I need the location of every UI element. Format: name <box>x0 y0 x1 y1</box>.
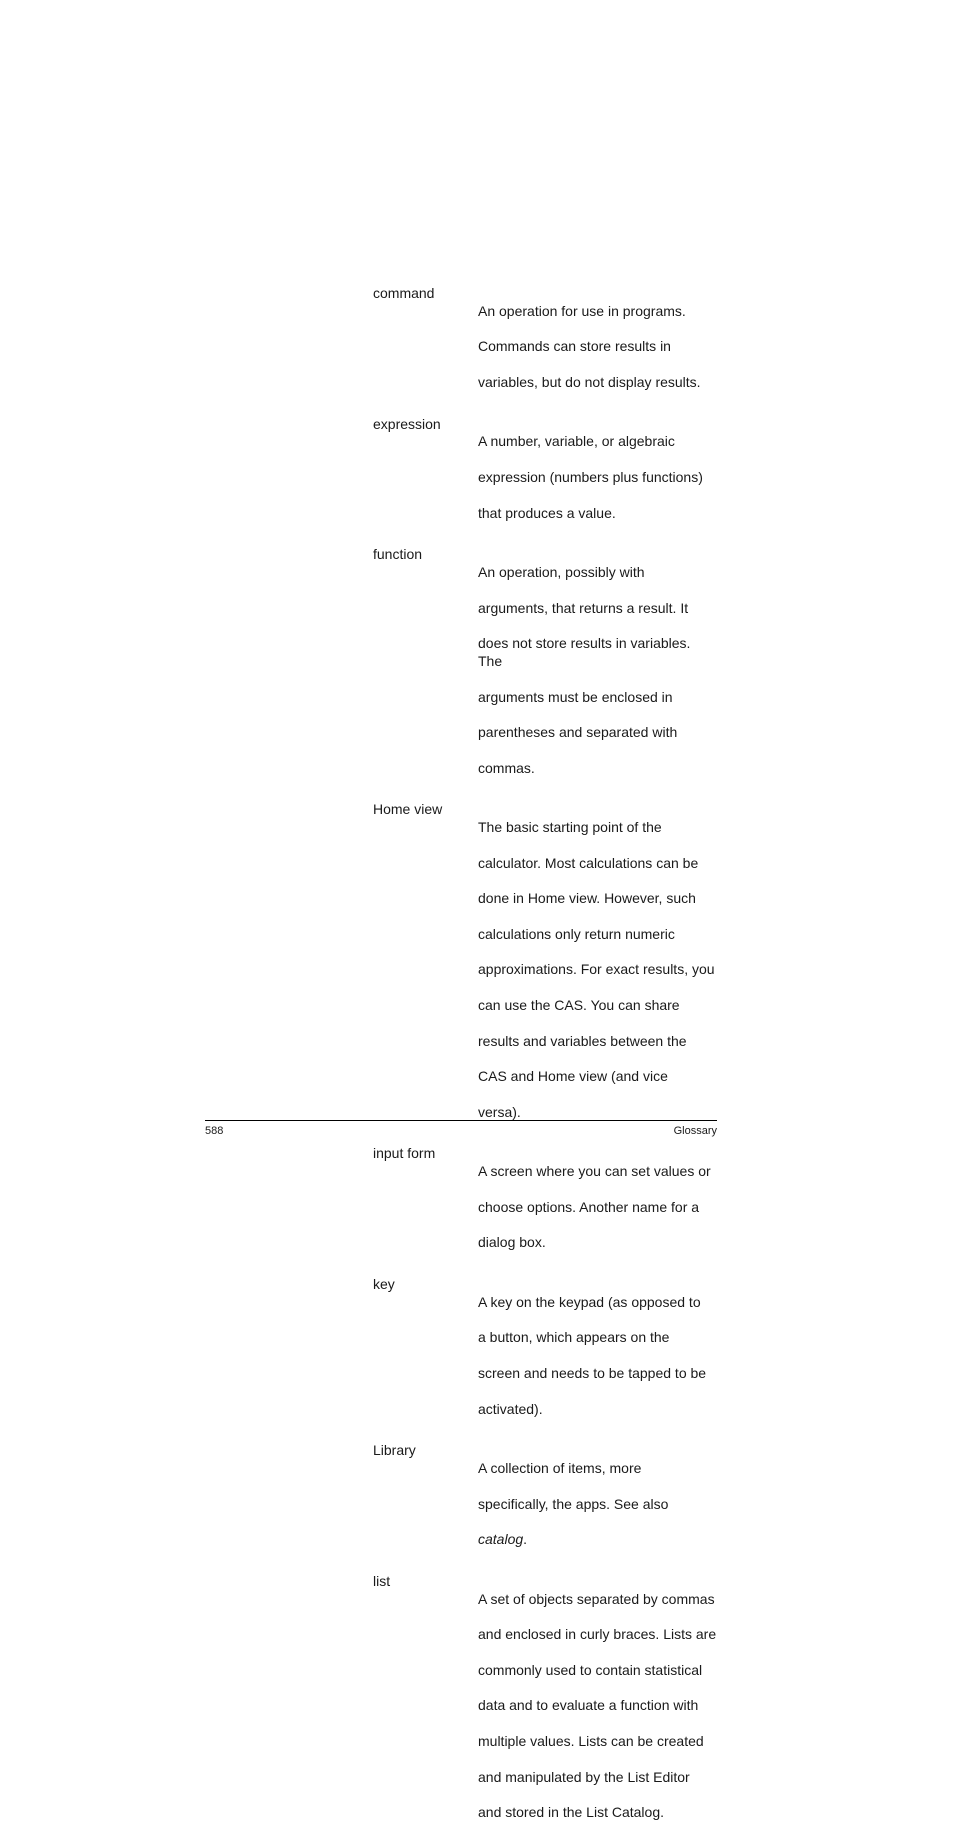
definition-line: activated). <box>478 1400 543 1417</box>
definition-line: An operation for use in programs. <box>478 302 686 319</box>
definition-line: A set of objects separated by commas <box>478 1590 715 1607</box>
glossary-entry-key <box>373 1276 718 1436</box>
definition-line: can use the CAS. You can share <box>478 997 680 1014</box>
definition-line: and manipulated by the List Editor <box>478 1768 690 1785</box>
glossary-definition <box>478 1145 718 1270</box>
glossary-definition <box>478 1442 718 1567</box>
definition-line: The basic starting point of the <box>478 819 662 836</box>
definition-line: A screen where you can set values or <box>478 1163 711 1180</box>
footer-section-title: Glossary <box>673 1125 717 1137</box>
definition-line <box>478 1531 718 1549</box>
glossary-entry-expression <box>373 416 718 541</box>
definition-line: approximations. For exact results, you <box>478 961 715 978</box>
glossary-term: list <box>373 1572 391 1589</box>
definition-line: expression (numbers plus functions) <box>478 468 703 485</box>
glossary-definition <box>478 801 718 1139</box>
page-number: 588 <box>205 1125 224 1137</box>
glossary-definition <box>478 1573 718 1840</box>
glossary-definition <box>478 416 718 541</box>
glossary-term: command <box>373 285 435 301</box>
glossary-term: input form <box>373 1145 436 1162</box>
glossary-term: Library <box>373 1442 416 1459</box>
definition-line: A key on the keypad (as opposed to <box>478 1293 701 1310</box>
glossary-term: expression <box>373 415 441 432</box>
definition-line: does not store results in variables. The <box>478 635 691 669</box>
definition-line: commas. <box>478 759 535 776</box>
definition-line: dialog box. <box>478 1234 546 1251</box>
definition-line: Commands can store results in <box>478 338 671 355</box>
definition-line: multiple values. Lists can be created <box>478 1732 704 1749</box>
definition-line: specifically, the apps. See also <box>478 1495 669 1512</box>
glossary-definition <box>478 285 718 410</box>
punctuation: . <box>523 1531 528 1548</box>
definition-line: that produces a value. <box>478 504 616 521</box>
glossary-term: function <box>373 546 423 563</box>
footer-divider <box>205 1120 717 1121</box>
definition-line: calculator. Most calculations can be <box>478 854 699 871</box>
definition-line: A collection of items, more <box>478 1460 642 1476</box>
definition-line: A number, variable, or algebraic <box>478 433 675 450</box>
glossary-entry-input-form <box>373 1145 718 1270</box>
glossary-entry-list <box>373 1573 718 1840</box>
definition-line: done in Home view. However, such <box>478 890 696 907</box>
cross-reference: catalog <box>478 1531 524 1548</box>
definition-line: parentheses and separated with <box>478 724 678 741</box>
definition-line: versa). <box>478 1103 521 1120</box>
glossary-term: Home view <box>373 801 443 818</box>
definition-line: arguments, that returns a result. It <box>478 599 689 616</box>
definition-line: screen and needs to be tapped to be <box>478 1365 707 1382</box>
definition-line: variables, but do not display results. <box>478 373 701 390</box>
definition-line: data and to evaluate a function with <box>478 1697 699 1714</box>
definition-line: calculations only return numeric <box>478 925 675 942</box>
definition-line: and stored in the List Catalog. <box>478 1804 665 1821</box>
definition-line: An operation, possibly with <box>478 563 645 580</box>
definition-line: CAS and Home view (and vice <box>478 1068 668 1085</box>
definition-line: results and variables between the <box>478 1032 687 1049</box>
definition-line: a button, which appears on the <box>478 1329 670 1346</box>
definition-line: and enclosed in curly braces. Lists are <box>478 1626 717 1643</box>
glossary-entry-library <box>373 1442 718 1567</box>
glossary-term: key <box>373 1276 395 1293</box>
glossary-entry-home-view <box>373 801 718 1139</box>
glossary-entry-function <box>373 546 718 795</box>
glossary-list <box>373 285 718 1846</box>
glossary-definition <box>478 1276 718 1436</box>
definition-line: choose options. Another name for a <box>478 1198 700 1215</box>
glossary-entry-command <box>373 285 718 410</box>
glossary-definition <box>478 546 718 795</box>
definition-line: commonly used to contain statistical <box>478 1661 703 1678</box>
definition-line: arguments must be enclosed in <box>478 688 673 705</box>
